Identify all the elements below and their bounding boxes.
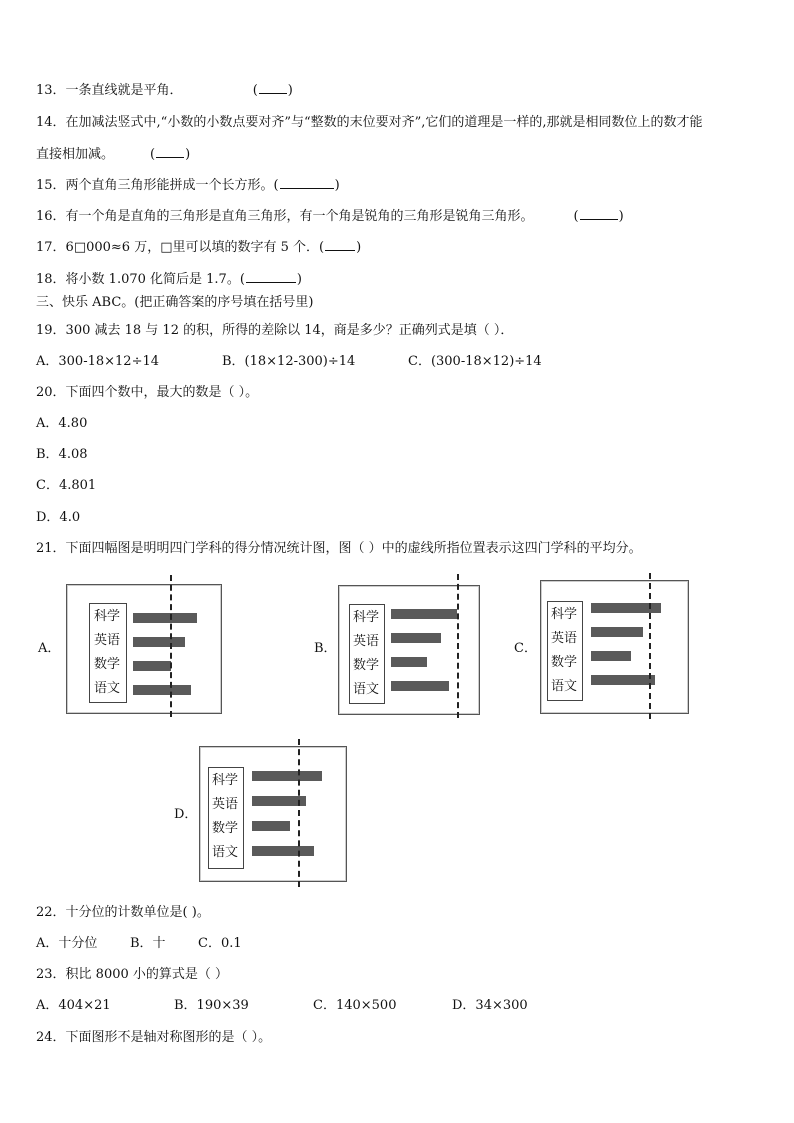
answer-blank-14[interactable] <box>156 145 184 158</box>
chart-c-average-line <box>649 573 651 719</box>
question-20: 20．下面四个数中，最大的数是（ ）。 <box>36 385 259 400</box>
chart-a-average-line <box>170 575 172 717</box>
chart-option-b[interactable] <box>338 585 480 715</box>
q23-option-c[interactable]: C．140×500 <box>313 998 397 1013</box>
question-17: 17．6□000≈6 万，□里可以填的数字有 5 个．( ) <box>36 240 362 255</box>
chart-c-label-math: 数学 <box>551 655 578 670</box>
q22-option-c[interactable]: C．0.1 <box>198 936 242 951</box>
question-16: 16．有一个角是直角的三角形是直角三角形，有一个角是锐角的三角形是锐角三角形。 ( ) <box>36 209 624 224</box>
answer-blank-13[interactable] <box>259 81 287 94</box>
chart-option-d[interactable] <box>199 746 347 882</box>
q21-option-a-letter[interactable]: A． <box>38 641 61 656</box>
answer-blank-17[interactable] <box>325 238 355 251</box>
chart-c-bar-math <box>591 651 631 661</box>
q20-option-a[interactable]: A．4.80 <box>36 416 88 431</box>
q23-option-a[interactable]: A．404×21 <box>36 998 111 1013</box>
chart-option-c[interactable] <box>540 580 689 714</box>
chart-a-label-english: 英语 <box>94 633 121 648</box>
q23-option-d[interactable]: D．34×300 <box>452 998 528 1013</box>
chart-a-label-science: 科学 <box>94 609 121 624</box>
q19-option-c[interactable]: C．(300-18×12)÷14 <box>408 354 542 369</box>
question-23: 23．积比 8000 小的算式是（ ） <box>36 967 229 982</box>
q22-option-a[interactable]: A．十分位 <box>36 936 98 951</box>
chart-d-bar-chinese <box>252 846 314 856</box>
question-18: 18．将小数 1.070 化简后是 1.7。( ) <box>36 272 302 287</box>
chart-c-bar-chinese <box>591 675 655 685</box>
chart-b-label-english: 英语 <box>353 634 380 649</box>
answer-blank-16[interactable] <box>580 207 618 220</box>
chart-d-label-english: 英语 <box>212 797 239 812</box>
question-13: 13．一条直线就是平角． ( ) <box>36 83 293 98</box>
question-24: 24．下面图形不是轴对称图形的是（ ）。 <box>36 1030 272 1045</box>
chart-d-label-box <box>208 767 244 869</box>
question-21: 21．下面四幅图是明明四门学科的得分情况统计图，图（ ）中的虚线所指位置表示这四门学科的平均分。 <box>36 541 642 556</box>
q20-option-b[interactable]: B．4.08 <box>36 447 88 462</box>
question-14-line-2: 直接相加减。 ( ) <box>36 147 191 162</box>
chart-b-average-line <box>457 574 459 718</box>
chart-b-bar-english <box>391 633 441 643</box>
question-15: 15．两个直角三角形能拼成一个长方形。( ) <box>36 178 340 193</box>
q21-option-d-letter[interactable]: D． <box>174 807 198 822</box>
chart-b-bar-math <box>391 657 427 667</box>
chart-b-label-chinese: 语文 <box>353 682 380 697</box>
q23-option-b[interactable]: B．190×39 <box>174 998 249 1013</box>
chart-a-label-box <box>89 603 127 703</box>
chart-c-bar-english <box>591 627 643 637</box>
chart-c-label-science: 科学 <box>551 607 578 622</box>
q20-option-d[interactable]: D．4.0 <box>36 510 81 525</box>
question-14-line-1: 14．在加减法竖式中,“小数的小数点要对齐”与“整数的末位要对齐”,它们的道理是一样的,那就是相同数位上的数才能 <box>36 115 703 130</box>
chart-d-average-line <box>298 739 300 887</box>
q21-option-b-letter[interactable]: B． <box>314 641 337 656</box>
chart-d-label-chinese: 语文 <box>212 845 239 860</box>
chart-a-label-chinese: 语文 <box>94 681 121 696</box>
question-13-text: 13．一条直线就是平角． <box>36 83 183 98</box>
chart-a-bar-math <box>133 661 171 671</box>
chart-d-label-math: 数学 <box>212 821 239 836</box>
chart-a-bar-science <box>133 613 197 623</box>
q21-option-c-letter[interactable]: C． <box>514 641 537 656</box>
chart-a-bar-english <box>133 637 185 647</box>
q19-option-b[interactable]: B．(18×12-300)÷14 <box>222 354 356 369</box>
chart-b-bar-science <box>391 609 457 619</box>
section-3-heading: 三、快乐 ABC。(把正确答案的序号填在括号里) <box>36 295 314 310</box>
chart-a-bar-chinese <box>133 685 191 695</box>
question-22: 22．十分位的计数单位是( )。 <box>36 905 210 920</box>
answer-blank-15[interactable] <box>280 176 334 189</box>
chart-b-label-box <box>349 604 385 704</box>
chart-c-label-chinese: 语文 <box>551 679 578 694</box>
chart-d-bar-science <box>252 771 322 781</box>
q19-option-a[interactable]: A．300-18×12÷14 <box>36 354 160 369</box>
chart-c-label-box <box>547 601 583 701</box>
chart-option-a[interactable] <box>66 584 222 714</box>
chart-b-label-science: 科学 <box>353 610 380 625</box>
q20-option-c[interactable]: C．4.801 <box>36 478 97 493</box>
chart-b-bar-chinese <box>391 681 449 691</box>
chart-d-label-science: 科学 <box>212 773 239 788</box>
answer-blank-18[interactable] <box>246 270 296 283</box>
chart-c-label-english: 英语 <box>551 631 578 646</box>
chart-a-label-math: 数学 <box>94 657 121 672</box>
question-19: 19．300 减去 18 与 12 的积，所得的差除以 14，商是多少？正确列式是填（ ）． <box>36 323 514 338</box>
chart-d-bar-math <box>252 821 290 831</box>
q22-option-b[interactable]: B．十 <box>130 936 166 951</box>
chart-b-label-math: 数学 <box>353 658 380 673</box>
